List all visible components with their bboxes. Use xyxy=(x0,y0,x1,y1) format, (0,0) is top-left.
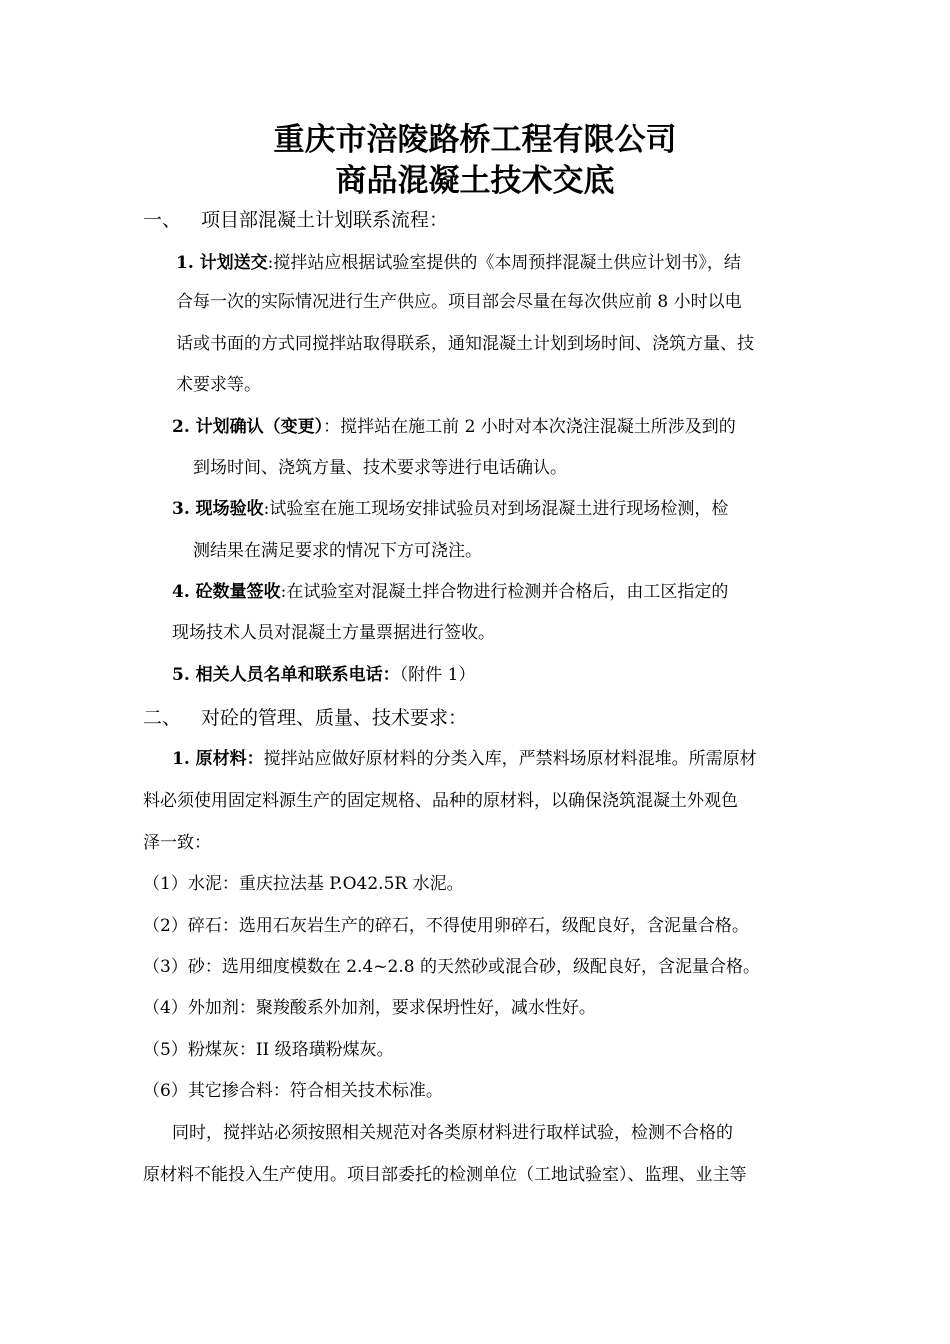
item-label: 1. 计划送交 xyxy=(176,253,268,273)
item-text-line: 合每一次的实际情况进行生产供应。项目部会尽量在每次供应前 8 小时以电 xyxy=(176,292,742,312)
item-text-line: 到场时间、浇筑方量、技术要求等进行电话确认。 xyxy=(193,458,567,478)
section2-number: 二、 xyxy=(143,707,182,729)
item-text-line: 术要求等。 xyxy=(176,375,261,395)
item-text-line: 泽一致： xyxy=(143,833,211,853)
document-title: 商品混凝土技术交底 xyxy=(335,163,615,199)
item-label: 3. 现场验收 xyxy=(172,499,264,519)
item-label: 4. 砼数量签收 xyxy=(172,582,281,602)
closing-paragraph-line: 同时，搅拌站必须按照相关规范对各类原材料进行取样试验，检测不合格的 xyxy=(172,1123,733,1143)
item-text-line: 测结果在满足要求的情况下方可浇注。 xyxy=(193,541,482,561)
section2-heading xyxy=(143,705,467,731)
material-fly-ash: （5）粉煤灰：II 级珞璜粉煤灰。 xyxy=(143,1040,394,1060)
item-text-line: 现场技术人员对混凝土方量票据进行签收。 xyxy=(172,623,495,643)
item-contacts xyxy=(172,663,475,687)
item-plan-confirm: 2. 计划确认（变更）：搅拌站在施工前 2 小时对本次浇注混凝土所涉及到的 xyxy=(172,417,736,437)
material-admixture: （4）外加剂：聚羧酸系外加剂，要求保坍性好，减水性好。 xyxy=(143,998,596,1018)
item-plan-submit: 1. 计划送交:搅拌站应根据试验室提供的《本周预拌混凝土供应计划书》，结 xyxy=(176,253,741,273)
item-site-acceptance: 3. 现场验收:试验室在施工现场安排试验员对到场混凝土进行现场检测，检 xyxy=(172,499,729,519)
item-text: 试验室在施工现场安排试验员对到场混凝土进行现场检测，检 xyxy=(269,499,729,519)
section2-heading-text: 对砼的管理、质量、技术要求： xyxy=(201,707,468,729)
material-gravel: （2）碎石：选用石灰岩生产的碎石，不得使用卵碎石，级配良好，含泥量合格。 xyxy=(143,916,749,936)
item-text: 搅拌站在施工前 2 小时对本次浇注混凝土所涉及到的 xyxy=(340,417,736,437)
item-text-line: 料必须使用固定料源生产的固定规格、品种的原材料，以确保浇筑混凝土外观色 xyxy=(143,791,738,811)
item-text: 在试验室对混凝土拌合物进行检测并合格后，由工区指定的 xyxy=(286,582,729,602)
item-text: （附件 1） xyxy=(399,665,476,685)
item-label: 1. 原材料： xyxy=(172,749,264,769)
item-text: 搅拌站应根据试验室提供的《本周预拌混凝土供应计划书》，结 xyxy=(273,253,741,273)
material-cement: （1）水泥：重庆拉法基 P.O42.5R 水泥。 xyxy=(143,874,464,894)
material-sand: （3）砂：选用细度模数在 2.4~2.8 的天然砂或混合砂，级配良好，含泥量合格。 xyxy=(143,957,760,977)
item-quantity-signoff: 4. 砼数量签收:在试验室对混凝土拌合物进行检测并合格后，由工区指定的 xyxy=(172,582,729,602)
item-text-line: 话或书面的方式同搅拌站取得联系，通知混凝土计划到场时间、浇筑方量、技 xyxy=(176,334,754,354)
company-title: 重庆市涪陵路桥工程有限公司 xyxy=(273,122,677,158)
material-other: （6）其它掺合料：符合相关技术标准。 xyxy=(143,1081,443,1101)
section1-heading-text: 项目部混凝土计划联系流程： xyxy=(201,209,449,231)
item-label: 2. 计划确认（变更） xyxy=(172,417,324,437)
section1-number: 一、 xyxy=(143,209,182,231)
closing-paragraph-line: 原材料不能投入生产使用。项目部委托的检测单位（工地试验室）、监理、业主等 xyxy=(143,1165,747,1185)
item-raw-materials xyxy=(172,747,757,771)
section1-heading xyxy=(143,207,448,233)
item-label: 5. 相关人员名单和联系电话： xyxy=(172,665,400,685)
item-text: 搅拌站应做好原材料的分类入库，严禁料场原材料混堆。所需原材 xyxy=(263,749,757,769)
